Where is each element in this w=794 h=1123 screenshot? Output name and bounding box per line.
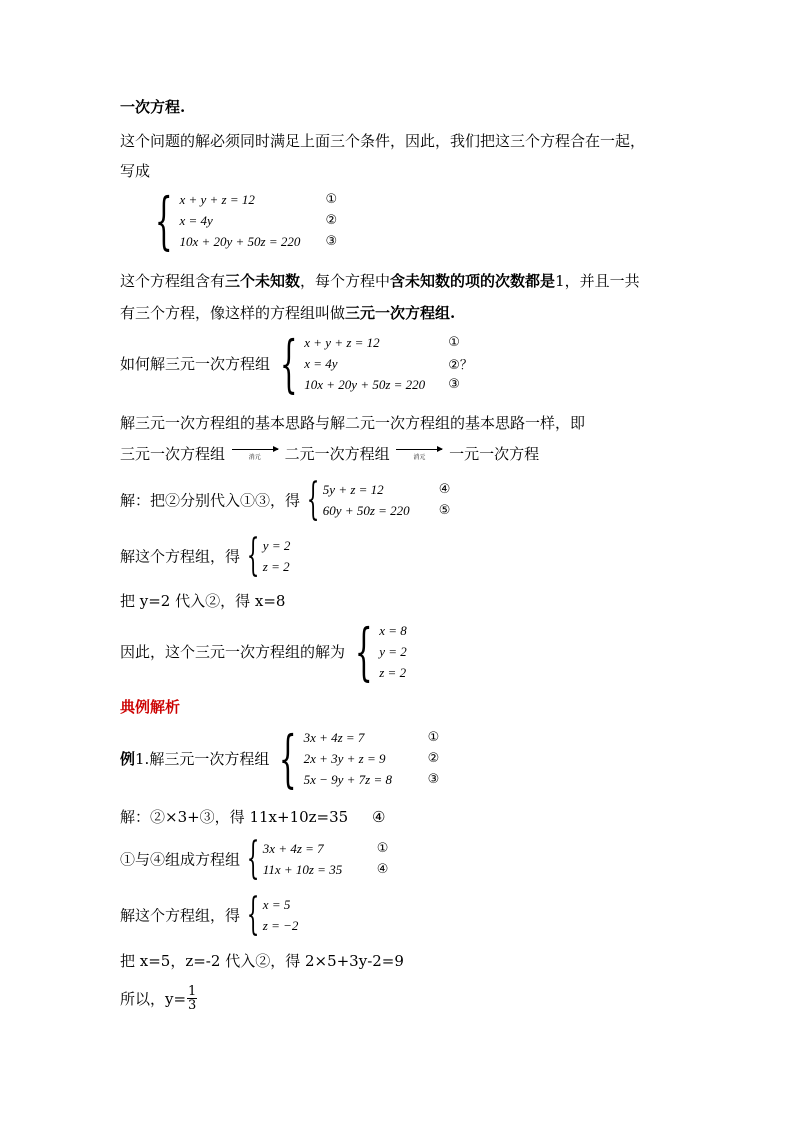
equation-marker: ① — [448, 335, 460, 350]
equation: z = 2 — [262, 558, 290, 574]
brace-icon: { — [246, 889, 260, 940]
brace-icon: { — [306, 474, 320, 525]
substitute-y-line: 把 y=2 代入②，得 x=8 — [120, 592, 286, 610]
equation-marker: ① — [325, 192, 338, 207]
elimination-flow — [120, 443, 539, 464]
line-one-equation: 一次方程. — [120, 98, 186, 116]
solution-line — [120, 614, 407, 688]
equation: z = −2 — [262, 917, 299, 933]
text: 1，并且一共 — [555, 272, 640, 290]
fraction-denominator: 3 — [188, 998, 197, 1013]
text: ①与④组成方程组 — [120, 850, 241, 869]
combine-line — [120, 833, 389, 884]
equation-system-1 — [150, 183, 338, 257]
equation: y = 2 — [379, 643, 407, 659]
equation-marker: ① — [427, 730, 440, 745]
solve-line-1 — [120, 530, 291, 581]
solve-line-2 — [120, 889, 299, 940]
flow-step: 一元一次方程 — [449, 445, 540, 463]
equation: 10x + 20y + 50z = 220 — [179, 233, 301, 249]
equation-marker: ② — [427, 751, 440, 766]
conclusion-line — [120, 985, 197, 1012]
text: 如何解三元一次方程组 — [120, 355, 271, 373]
equation: 2x + 3y + z = 9 — [303, 750, 386, 766]
bold-text: 例 — [120, 750, 136, 768]
line-write-as: 写成 — [120, 162, 151, 180]
bold-text: 三元一次方程组. — [345, 304, 456, 322]
equation: 5x − 9y + 7z = 8 — [303, 771, 392, 787]
fraction-numerator: 1 — [188, 984, 197, 999]
basic-idea-line: 解三元一次方程组的基本思路与解二元一次方程组的基本思路一样，即 — [120, 414, 586, 432]
equation: 5y + z = 12 — [322, 481, 384, 497]
arrow-icon — [232, 449, 278, 461]
text: 解：把②分别代入①③，得 — [120, 491, 301, 510]
how-to-solve-line — [120, 326, 473, 400]
equation: 10x + 20y + 50z = 220 — [304, 376, 426, 392]
definition-line-1 — [120, 270, 640, 291]
equation-marker: ③ — [448, 377, 460, 392]
equation-marker: ④ — [376, 862, 389, 877]
equation: 11x + 10z = 35 — [262, 861, 343, 877]
line-explanation: 这个问题的解必须同时满足上面三个条件，因此，我们把这三个方程合在一起， — [120, 132, 646, 150]
text: 这个方程组含有 — [120, 272, 226, 290]
brace-icon: { — [278, 721, 297, 795]
substitute-line — [120, 474, 451, 525]
equation: x + y + z = 12 — [179, 191, 255, 207]
equation: z = 2 — [379, 664, 407, 680]
brace-icon: { — [246, 833, 260, 884]
substitute-xz-line: 把 x=5，z=-2 代入②，得 2×5+3y-2=9 — [120, 952, 404, 970]
brace-icon: { — [279, 326, 298, 400]
example-1-line — [120, 721, 440, 795]
text: 因此，这个三元一次方程组的解为 — [120, 643, 346, 661]
text: 1.解三元一次方程组 — [135, 750, 270, 768]
equation: x + y + z = 12 — [304, 334, 380, 350]
section-heading: 典例解析 — [120, 698, 181, 716]
fraction — [187, 985, 197, 1012]
equation: x = 5 — [262, 896, 291, 912]
text: 有三个方程，像这样的方程组叫做 — [120, 304, 346, 322]
arrow-icon — [396, 449, 442, 461]
equation: 3x + 4z = 7 — [303, 729, 365, 745]
equation-marker: ③ — [427, 772, 440, 787]
text: 所以，y= — [120, 990, 187, 1008]
equation-marker: ③ — [325, 234, 338, 249]
text: 解这个方程组，得 — [120, 547, 241, 566]
text: 解这个方程组，得 — [120, 906, 241, 925]
equation: y = 2 — [262, 537, 291, 553]
bold-text: 含未知数的项的次数都是 — [390, 272, 556, 290]
equation-marker: ②？ — [448, 358, 473, 373]
text: ，每个方程中 — [300, 272, 391, 290]
equation: 60y + 50z = 220 — [322, 502, 410, 518]
brace-icon: { — [154, 183, 173, 257]
arrow-label: 消元 — [248, 454, 261, 461]
equation: x = 8 — [379, 622, 407, 638]
equation-marker: ① — [376, 841, 389, 856]
flow-step: 二元一次方程组 — [284, 445, 390, 463]
arrow-label: 消元 — [413, 454, 426, 461]
brace-icon: { — [246, 530, 260, 581]
bold-text: 三个未知数 — [225, 272, 301, 290]
equation: x = 4y — [179, 212, 213, 228]
equation: x = 4y — [304, 355, 338, 371]
definition-line-2 — [120, 302, 455, 323]
equation-marker: ② — [325, 213, 338, 228]
flow-step: 三元一次方程组 — [120, 445, 226, 463]
brace-icon: { — [354, 614, 373, 688]
equation-marker: ④ — [438, 482, 451, 497]
equation-marker: ⑤ — [438, 503, 451, 518]
equation: 3x + 4z = 7 — [262, 840, 324, 856]
step-1-line: 解：②×3+③，得 11x+10z=35 ④ — [120, 808, 386, 826]
